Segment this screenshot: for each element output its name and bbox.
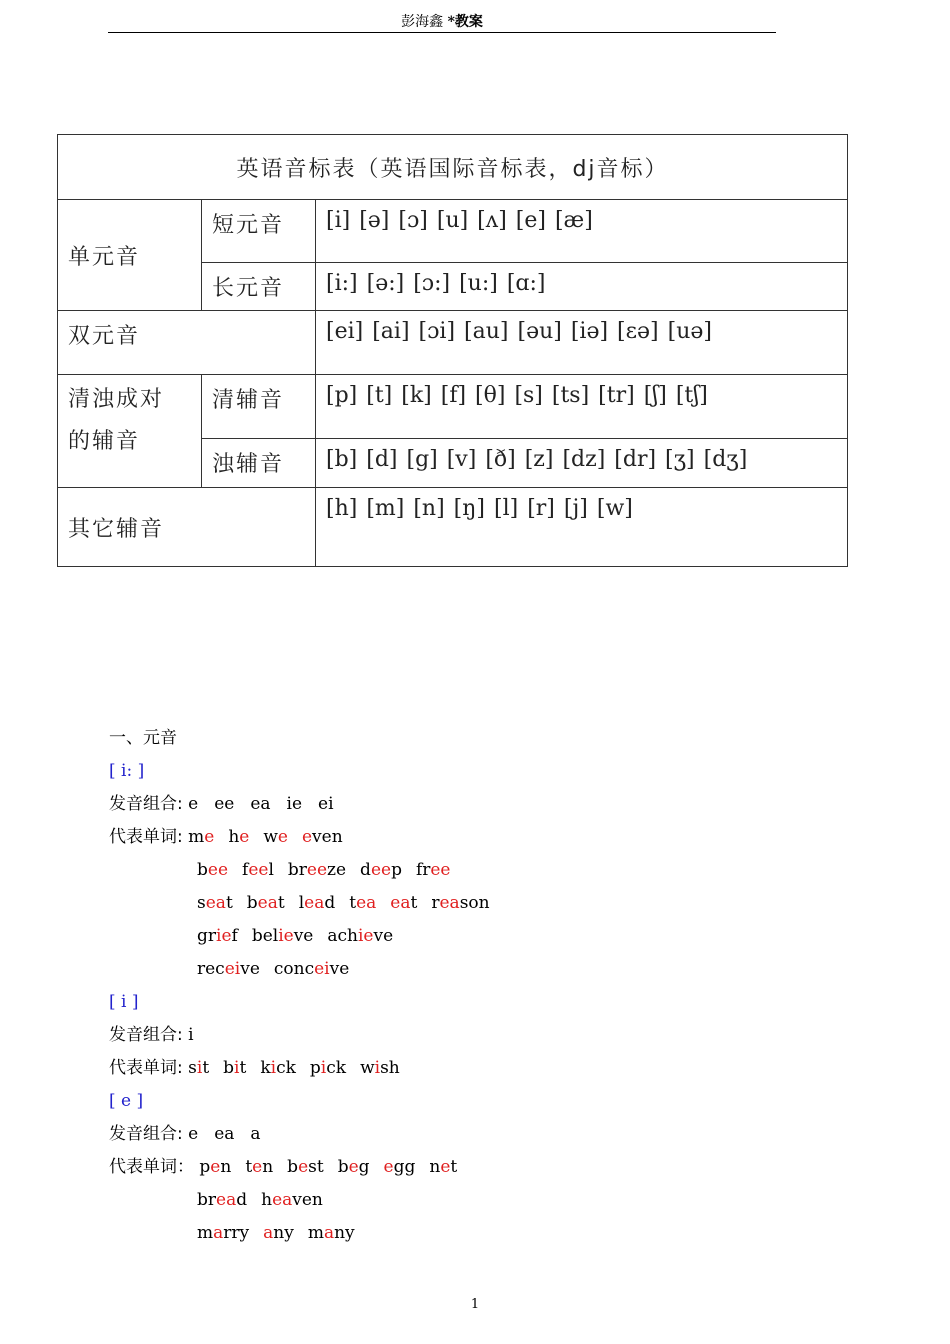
example-word: achieve — [327, 926, 394, 946]
word-highlight: e — [210, 1157, 221, 1177]
short-vowels-symbols: [i] [ə] [ɔ] [u] [ʌ] [e] [æ] — [316, 200, 848, 263]
combos-i-short — [188, 1025, 209, 1045]
words-i-short — [109, 1052, 809, 1085]
example-word: beg — [337, 1157, 370, 1177]
header-doc-type: 教案 — [454, 14, 483, 30]
word-highlight: ea — [272, 1190, 293, 1210]
word-highlight: ea — [257, 893, 278, 913]
word-highlight: ea — [439, 893, 460, 913]
word-row — [109, 821, 809, 854]
example-word: reason — [431, 893, 490, 913]
combo-item: ei — [318, 794, 334, 814]
example-word: egg — [383, 1157, 416, 1177]
example-word: me — [188, 827, 215, 847]
word-highlight: a — [263, 1223, 274, 1243]
words-label: 代表单词: — [109, 827, 189, 847]
word-row — [109, 1184, 809, 1217]
phoneme-i-long: [ i: ] — [109, 761, 145, 781]
word-highlight: e — [383, 1157, 394, 1177]
word-highlight: ee — [430, 860, 451, 880]
other-consonants-label: 其它辅音 — [58, 488, 316, 567]
example-word: bit — [223, 1058, 247, 1078]
short-vowels-label: 短元音 — [202, 200, 316, 263]
word-highlight: ea — [205, 893, 226, 913]
monophthongs-label: 单元音 — [58, 200, 202, 311]
combo-item: ea — [214, 1124, 235, 1144]
example-word: seat — [197, 893, 233, 913]
example-word: marry — [197, 1223, 250, 1243]
word-highlight: ee — [306, 860, 328, 880]
word-highlight: ea — [356, 893, 377, 913]
word-highlight: e — [301, 827, 313, 847]
paired-consonants-line-1: 清浊成对 — [68, 387, 165, 412]
word-highlight: e — [277, 827, 288, 847]
combo-item: ie — [286, 794, 303, 814]
combo-label: 发音组合: — [109, 1124, 183, 1144]
word-highlight: ei — [224, 959, 241, 979]
word-row — [109, 1052, 809, 1085]
paired-consonants-label — [58, 375, 202, 488]
combos-e-short — [188, 1124, 276, 1144]
word-highlight: ie — [278, 926, 294, 946]
words-label: 代表单词: — [109, 1058, 189, 1078]
combo-item: a — [250, 1124, 261, 1144]
word-highlight: ee — [248, 860, 269, 880]
phoneme-i-short: [ i ] — [109, 992, 139, 1012]
example-word: kick — [260, 1058, 296, 1078]
combo-line-e-short — [109, 1118, 809, 1151]
diphthongs-label: 双元音 — [58, 311, 316, 375]
example-word: bread — [197, 1190, 248, 1210]
diphthongs-symbols: [ei] [ai] [ɔi] [au] [əu] [iə] [εə] [uə] — [316, 311, 848, 375]
example-word: heaven — [261, 1190, 323, 1210]
example-word: pen — [199, 1157, 232, 1177]
example-word: even — [301, 827, 343, 847]
example-word: free — [415, 860, 451, 880]
header-author: 彭海鑫 — [401, 14, 444, 30]
long-vowels-symbols: [i:] [ə:] [ɔ:] [u:] [ɑ:] — [316, 263, 848, 311]
word-highlight: i — [234, 1058, 240, 1078]
combo-item: ee — [214, 794, 235, 814]
example-word: ten — [245, 1157, 274, 1177]
word-row — [109, 920, 809, 953]
word-highlight: i — [320, 1058, 327, 1078]
example-word: believe — [251, 926, 314, 946]
word-highlight: e — [348, 1157, 359, 1177]
example-word: best — [287, 1157, 324, 1177]
words-i-long — [109, 821, 809, 986]
words-label: 代表单词： — [109, 1157, 200, 1177]
page-header — [108, 12, 776, 33]
example-word: he — [228, 827, 250, 847]
word-highlight: ie — [216, 926, 232, 946]
example-word: deep — [360, 860, 402, 880]
table-title: 英语音标表（英语国际音标表，dj音标） — [58, 135, 848, 200]
example-word: bee — [197, 860, 229, 880]
combo-item: e — [188, 1124, 199, 1144]
voiceless-symbols: [p] [t] [k] [f] [θ] [s] [ts] [tr] [ʃ] [tʃ] — [316, 375, 848, 439]
example-word: eat — [390, 893, 418, 913]
example-word: receive — [197, 959, 260, 979]
example-word: net — [429, 1157, 458, 1177]
word-row — [109, 1217, 809, 1250]
example-word: we — [263, 827, 288, 847]
section-title: 一、元音 — [109, 728, 177, 748]
vowel-section — [109, 722, 809, 1250]
word-highlight: ea — [216, 1190, 237, 1210]
word-highlight: ea — [390, 893, 411, 913]
example-word: many — [307, 1223, 355, 1243]
words-e-short — [109, 1151, 809, 1250]
word-highlight: e — [298, 1157, 309, 1177]
word-highlight: ea — [304, 893, 325, 913]
combos-i-long — [188, 794, 349, 814]
example-word: beat — [246, 893, 285, 913]
word-highlight: i — [270, 1058, 277, 1078]
word-highlight: e — [252, 1157, 263, 1177]
example-word: breeze — [287, 860, 347, 880]
word-highlight: a — [213, 1223, 224, 1243]
word-highlight: ee — [370, 860, 392, 880]
word-row — [109, 854, 809, 887]
example-word: pick — [309, 1058, 347, 1078]
phoneme-e-short: [ e ] — [109, 1091, 144, 1111]
word-highlight: e — [204, 827, 215, 847]
paired-consonants-line-2: 的辅音 — [68, 429, 141, 454]
word-row — [109, 1151, 809, 1184]
combo-label: 发音组合: — [109, 794, 183, 814]
example-word: sit — [188, 1058, 210, 1078]
combo-label: 发音组合: — [109, 1025, 183, 1045]
combo-item: i — [188, 1025, 194, 1045]
example-word: tea — [349, 893, 377, 913]
combo-line-i-short — [109, 1019, 809, 1052]
combo-line-i-long — [109, 788, 809, 821]
word-highlight: ee — [207, 860, 229, 880]
header-separator: * — [447, 14, 455, 30]
example-word: any — [263, 1223, 294, 1243]
other-consonants-symbols: [h] [m] [n] [ŋ] [l] [r] [j] [w] — [316, 488, 848, 567]
word-highlight: e — [440, 1157, 451, 1177]
word-highlight: i — [196, 1058, 203, 1078]
word-highlight: a — [323, 1223, 335, 1243]
word-highlight: ei — [314, 959, 330, 979]
long-vowels-label: 长元音 — [202, 263, 316, 311]
word-highlight: i — [374, 1058, 381, 1078]
word-row — [109, 953, 809, 986]
ipa-chart-table — [57, 134, 848, 567]
word-highlight: e — [239, 827, 250, 847]
example-word: feel — [242, 860, 274, 880]
combo-item: e — [188, 794, 199, 814]
example-word: lead — [298, 893, 336, 913]
voiced-symbols: [b] [d] [g] [v] [ð] [z] [dz] [dr] [ʒ] [dʒ] — [316, 439, 848, 488]
combo-item: ea — [250, 794, 271, 814]
voiceless-label: 清辅音 — [202, 375, 316, 439]
voiced-label: 浊辅音 — [202, 439, 316, 488]
page-number: 1 — [470, 1297, 480, 1312]
example-word: wish — [360, 1058, 400, 1078]
example-word: conceive — [273, 959, 350, 979]
word-row — [109, 887, 809, 920]
example-word: grief — [197, 926, 238, 946]
word-highlight: ie — [357, 926, 374, 946]
